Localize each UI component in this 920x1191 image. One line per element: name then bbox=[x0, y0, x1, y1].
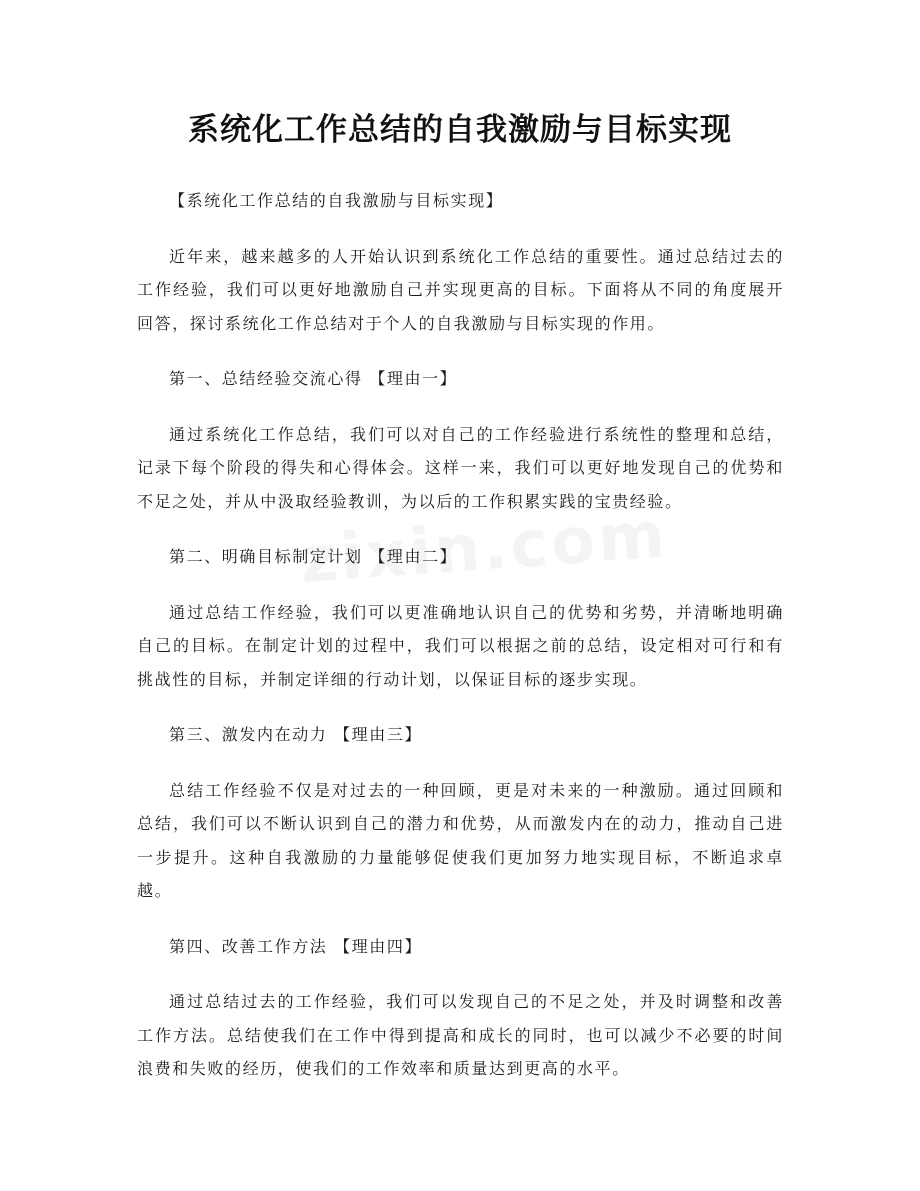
section-heading-1: 第一、总结经验交流心得 【理由一】 bbox=[169, 369, 458, 388]
document-body bbox=[137, 184, 784, 1108]
section-heading-4: 第四、改善工作方法 【理由四】 bbox=[169, 936, 423, 956]
section-heading-2: 第二、明确目标制定计划 【理由二】 bbox=[169, 547, 458, 566]
section-paragraph-1: 通过系统化工作总结，我们可以对自己的工作经验进行系统性的整理和总结，记录下每个阶段的得失和心得体会。这样一来，我们可以更好地发现自己的优势和不足之处，并从中汲取经验教训，为以后的工作积累实践的宝贵经验。 bbox=[137, 424, 784, 511]
section-heading-3: 第三、激发内在动力 【理由三】 bbox=[169, 725, 423, 744]
section-paragraph-3: 总结工作经验不仅是对过去的一种回顾，更是对未来的一种激励。通过回顾和总结，我们可以不断认识到自己的潜力和优势，从而激发内在的动力，推动自己进一步提升。这种自我激励的力量能够促使我们更加努力地实现目标，不断追求卓越。 bbox=[137, 780, 784, 900]
document-subtitle: 【系统化工作总结的自我激励与目标实现】 bbox=[169, 191, 504, 210]
intro-paragraph: 近年来，越来越多的人开始认识到系统化工作总结的重要性。通过总结过去的工作经验，我们可以更好地激励自己并实现更高的目标。下面将从不同的角度展开回答，探讨系统化工作总结对于个人的自我激励与目标实现的作用。 bbox=[137, 246, 784, 333]
section-paragraph-4: 通过总结过去的工作经验，我们可以发现自己的不足之处，并及时调整和改善工作方法。总结使我们在工作中得到提高和成长的同时，也可以减少不必要的时间浪费和失败的经历，使我们的工作效率和质量达到更高的水平。 bbox=[137, 992, 784, 1078]
document-title: 系统化工作总结的自我激励与目标实现 bbox=[188, 112, 732, 148]
section-paragraph-2: 通过总结工作经验，我们可以更准确地认识自己的优势和劣势，并清晰地明确自己的目标。在制定计划的过程中，我们可以根据之前的总结，设定相对可行和有挑战性的目标，并制定详细的行动计划，以保证目标的逐步实现。 bbox=[137, 602, 784, 689]
